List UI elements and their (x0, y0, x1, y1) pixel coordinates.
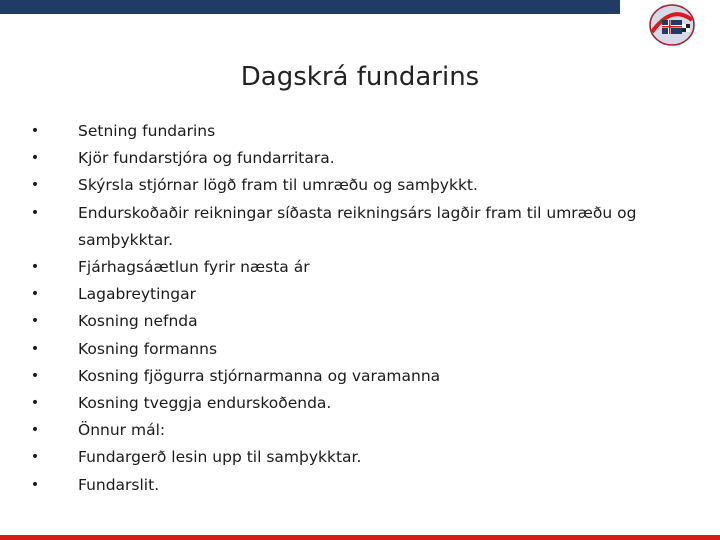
agenda-item-text: Skýrsla stjórnar lögð fram til umræðu og samþykkt. (78, 176, 478, 195)
agenda-item (30, 145, 670, 172)
bullet-icon: • (30, 286, 40, 303)
agenda-item (30, 336, 670, 363)
bullet-icon: • (30, 422, 40, 439)
agenda-item (30, 390, 670, 417)
bullet-icon: • (30, 449, 40, 466)
agenda-item-text: Fundargerð lesin upp til samþykktar. (78, 448, 362, 467)
agenda-item (30, 281, 670, 308)
bullet-icon: • (30, 123, 40, 139)
bullet-icon: • (30, 476, 40, 493)
club-emblem-icon (644, 2, 700, 48)
agenda-item (30, 444, 670, 471)
agenda-item-text: Setning fundarins (78, 122, 216, 140)
agenda-item-text: Fundarslit. (78, 475, 160, 494)
bullet-icon: • (30, 177, 40, 194)
bullet-icon: • (30, 395, 40, 412)
agenda-item-text: Kosning fjögurra stjórnarmanna og varamanna (78, 366, 441, 385)
agenda-item (30, 417, 670, 444)
bullet-icon: • (30, 340, 40, 357)
agenda-item-text: Lagabreytingar (78, 285, 196, 304)
slide-title: Dagskrá fundarins (240, 62, 480, 92)
agenda-item (30, 254, 670, 281)
bullet-icon: • (30, 204, 40, 221)
bullet-icon: • (30, 313, 40, 330)
bullet-icon: • (30, 150, 40, 167)
agenda-item-text: Kosning nefnda (78, 312, 198, 331)
agenda-item-text: Fjárhagsáætlun fyrir næsta ár (78, 258, 310, 277)
agenda-item-text: Önnur mál: (78, 421, 166, 440)
agenda-item-text: Kosning formanns (78, 339, 218, 358)
agenda-item (30, 172, 670, 199)
agenda-item (30, 472, 670, 499)
agenda-item-text: Kjör fundarstjóra og fundarritara. (78, 149, 335, 168)
agenda-item (30, 308, 670, 335)
header-bar (0, 0, 620, 14)
agenda-list (30, 118, 670, 499)
footer-bar (0, 535, 720, 540)
bullet-icon: • (30, 367, 40, 384)
bullet-icon: • (30, 259, 40, 276)
agenda-item (30, 363, 670, 390)
agenda-item-text: Kosning tveggja endurskoðenda. (78, 394, 332, 413)
agenda-item (30, 200, 670, 254)
agenda-item (30, 118, 670, 145)
agenda-item-text: Endurskoðaðir reikningar síðasta reikningsárs lagðir fram til umræðu og samþykktar. (78, 203, 637, 249)
